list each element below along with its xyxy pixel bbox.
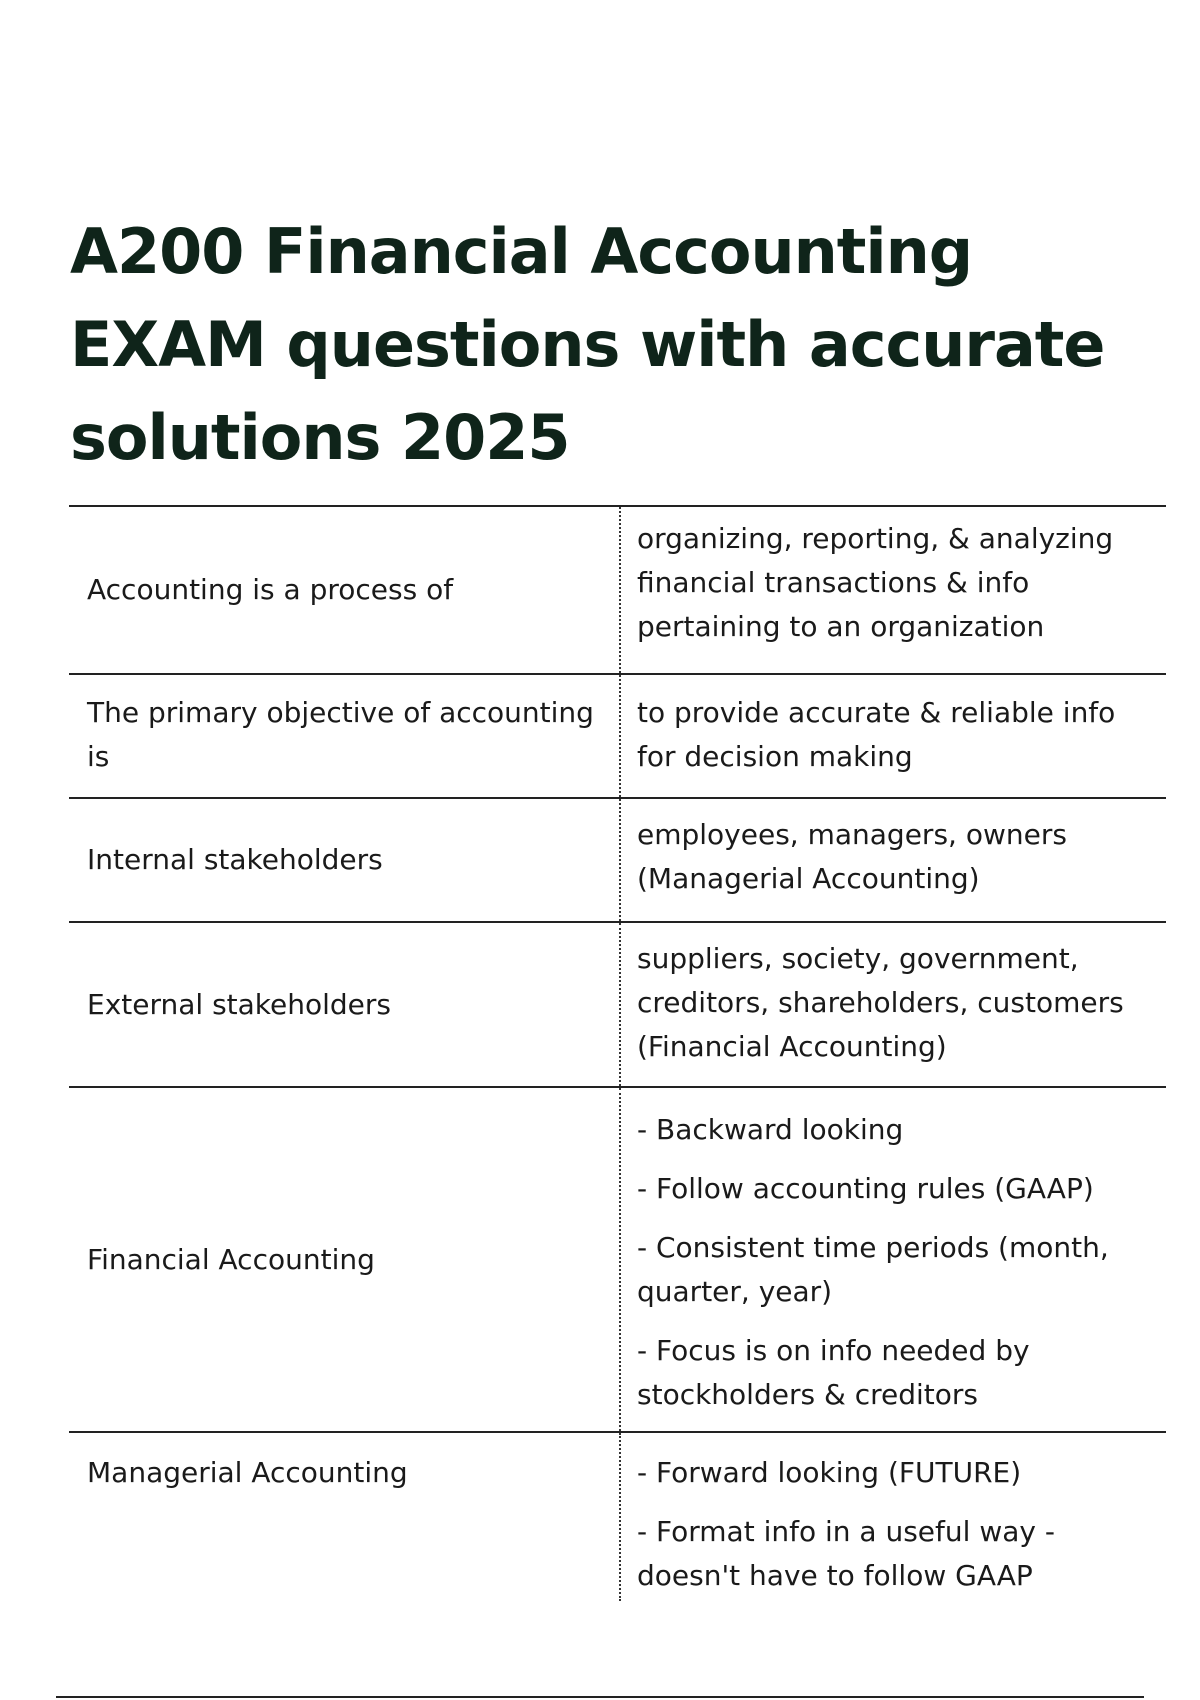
term-cell: External stakeholders [87, 987, 391, 1021]
definition-cell [619, 799, 1166, 921]
definition-item: - Forward looking (FUTURE) [637, 1456, 1022, 1489]
page-bottom-divider [56, 1696, 1144, 1698]
definition-cell [619, 923, 1166, 1086]
definition-cell [619, 1433, 1166, 1601]
definition-text: suppliers, society, government, creditors, shareholders, customers (Financial Accounting) [637, 942, 1124, 1063]
table-row [69, 1088, 1166, 1433]
definition-text: to provide accurate & reliable info for decision making [637, 696, 1116, 773]
document-title: A200 Financial Accounting EXAM questions with accurate solutions 2025 [70, 215, 1105, 474]
definition-cell [619, 1088, 1166, 1431]
definition-text: employees, managers, owners (Managerial Accounting) [637, 818, 1067, 895]
table-row [69, 675, 1166, 799]
definition-cell [619, 675, 1166, 797]
table-row [69, 799, 1166, 923]
definition-text: organizing, reporting, & analyzing financial transactions & info pertaining to an organization [637, 522, 1114, 643]
term-cell: Accounting is a process of [87, 573, 454, 606]
definition-cell [619, 507, 1166, 673]
table-row [69, 507, 1166, 675]
definition-item: - Focus is on info needed by stockholders & creditors [637, 1334, 1030, 1411]
definition-item: - Format info in a useful way - doesn't have to follow GAAP [637, 1515, 1055, 1592]
definition-item: - Backward looking [637, 1113, 904, 1146]
term-cell: Internal stakeholders [87, 843, 383, 876]
table-row [69, 923, 1166, 1088]
table-row [69, 1433, 1166, 1601]
flashcard-table [69, 505, 1166, 1601]
definition-item: - Follow accounting rules (GAAP) [637, 1172, 1094, 1205]
term-cell: Financial Accounting [87, 1242, 375, 1276]
term-cell: Managerial Accounting [87, 1456, 408, 1489]
definition-item: - Consistent time periods (month, quarter, year) [637, 1231, 1109, 1308]
term-cell: The primary objective of accounting is [87, 696, 594, 773]
